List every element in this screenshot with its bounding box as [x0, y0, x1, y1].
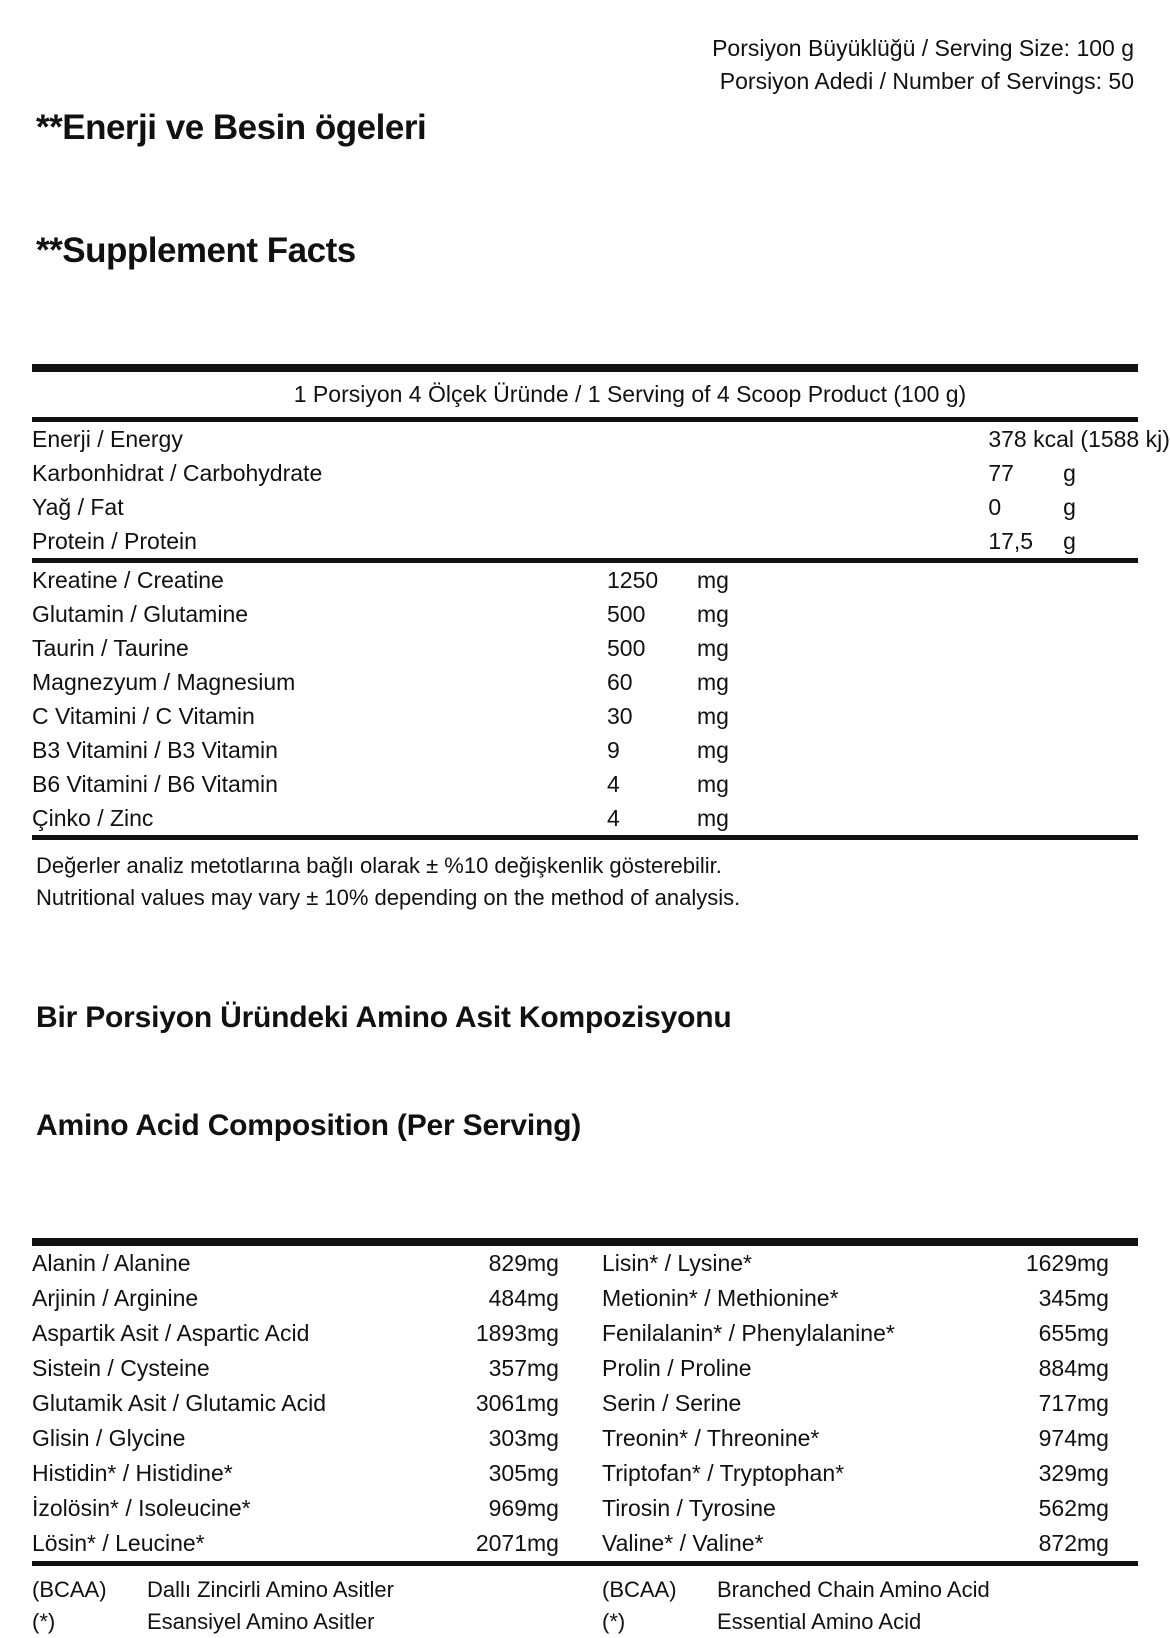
nutrient-unit: g [1063, 493, 1076, 520]
amino-unit-right: mg [1077, 1425, 1109, 1452]
amino-value-right: 562 [1038, 1495, 1077, 1522]
amino-value-left: 3061 [475, 1390, 527, 1417]
nutrient-name: Kreatine / Creatine [32, 566, 224, 593]
amino-value-left: 484 [488, 1285, 527, 1312]
table-row [32, 1491, 1138, 1526]
nutrient-unit: mg [697, 702, 729, 729]
nutrient-unit: g [1063, 459, 1076, 486]
amino-value-left: 357 [488, 1355, 527, 1382]
amino-name-right: Prolin / Proline [602, 1355, 752, 1382]
nutrient-value: 4 [607, 804, 620, 831]
panel-header [32, 24, 1138, 354]
footnote-key-tr: (BCAA) [32, 1577, 107, 1603]
amino-value-right: 1629 [1025, 1250, 1077, 1277]
nutrient-value: 500 [607, 634, 646, 661]
table-row [32, 1281, 1138, 1316]
table-row [32, 1316, 1138, 1351]
amino-name-left: Aspartik Asit / Aspartic Acid [32, 1320, 310, 1347]
table-row [32, 597, 1138, 631]
amino-value-left: 829 [488, 1250, 527, 1277]
amino-name-left: Arjinin / Arginine [32, 1285, 199, 1312]
micros-table [32, 563, 1138, 835]
nutrient-name: Çinko / Zinc [32, 804, 154, 831]
amino-name-left: Glisin / Glycine [32, 1425, 186, 1452]
divider-top [32, 364, 1138, 372]
table-row [32, 1246, 1138, 1281]
nutrient-value: 4 [607, 770, 620, 797]
table-row [32, 490, 1138, 524]
table-row [32, 1606, 1138, 1638]
amino-unit-right: mg [1077, 1495, 1109, 1522]
nutrient-unit: g [1063, 527, 1076, 554]
amino-section-heading [32, 918, 1138, 1228]
disclaimer-en: Nutritional values may vary ± 10% depending on the method of analysis. [36, 885, 741, 911]
table-row [32, 733, 1138, 767]
nutrient-name: B3 Vitamini / B3 Vitamin [32, 736, 278, 763]
footnotes-table [32, 1574, 1138, 1638]
amino-value-right: 329 [1038, 1460, 1077, 1487]
table-row [32, 767, 1138, 801]
amino-name-left: Glutamik Asit / Glutamic Acid [32, 1390, 326, 1417]
amino-value-right: 872 [1038, 1530, 1077, 1557]
table-row [32, 524, 1138, 558]
amino-name-left: İzolösin* / Isoleucine* [32, 1495, 251, 1522]
nutrient-value: 500 [607, 600, 646, 627]
nutrient-unit: mg [697, 600, 729, 627]
amino-name-right: Metionin* / Methionine* [602, 1285, 839, 1312]
footnote-text-tr: Esansiyel Amino Asitler [147, 1609, 375, 1635]
amino-name-left: Histidin* / Histidine* [32, 1460, 233, 1487]
nutrient-value: 17,5 [988, 527, 1034, 554]
amino-heading-tr: Bir Porsiyon Üründeki Amino Asit Kompozisyonu [36, 1001, 732, 1035]
footnote-key-en: (*) [602, 1609, 626, 1635]
table-row [32, 699, 1138, 733]
nutrient-value: 60 [607, 668, 633, 695]
amino-unit-left: mg [527, 1320, 559, 1347]
amino-value-left: 303 [488, 1425, 527, 1452]
table-row [32, 631, 1138, 665]
amino-unit-right: mg [1077, 1460, 1109, 1487]
amino-unit-right: mg [1077, 1320, 1109, 1347]
amino-unit-left: mg [527, 1355, 559, 1382]
footnote-text-en: Essential Amino Acid [717, 1609, 922, 1635]
nutrient-unit: mg [697, 770, 729, 797]
amino-acid-table [32, 1246, 1138, 1561]
nutrient-unit: mg [697, 566, 729, 593]
amino-value-right: 655 [1038, 1320, 1077, 1347]
disclaimer-tr: Değerler analiz metotlarına bağlı olarak ± %10 değişkenlik gösterebilir. [36, 853, 722, 879]
table-row [32, 665, 1138, 699]
amino-name-left: Lösin* / Leucine* [32, 1530, 205, 1557]
amino-name-right: Tirosin / Tyrosine [602, 1495, 776, 1522]
nutrient-name: Karbonhidrat / Carbohydrate [32, 459, 323, 486]
amino-unit-right: mg [1077, 1355, 1109, 1382]
table-row [32, 1386, 1138, 1421]
nutrient-name: Yağ / Fat [32, 493, 124, 520]
amino-unit-right: mg [1077, 1530, 1109, 1557]
nutrient-unit: mg [697, 804, 729, 831]
nutrient-value: 30 [607, 702, 633, 729]
nutrient-value: 9 [607, 736, 620, 763]
amino-value-right: 884 [1038, 1355, 1077, 1382]
panel-title [36, 24, 426, 354]
panel-title-tr: **Enerji ve Besin ögeleri [36, 107, 427, 147]
divider-amino-bottom [32, 1561, 1138, 1566]
macros-table [32, 422, 1170, 558]
amino-value-left: 2071 [475, 1530, 527, 1557]
amino-unit-left: mg [527, 1495, 559, 1522]
amino-name-right: Valine* / Valine* [602, 1530, 764, 1557]
amino-value-left: 969 [488, 1495, 527, 1522]
amino-unit-left: mg [527, 1530, 559, 1557]
nutrient-name: Enerji / Energy [32, 425, 183, 452]
amino-name-right: Serin / Serine [602, 1390, 742, 1417]
table-row [32, 801, 1138, 835]
amino-unit-left: mg [527, 1460, 559, 1487]
amino-unit-left: mg [527, 1250, 559, 1277]
amino-heading-en: Amino Acid Composition (Per Serving) [36, 1109, 582, 1143]
serving-size: Porsiyon Büyüklüğü / Serving Size: 100 g [712, 35, 1134, 61]
panel-title-en: **Supplement Facts [36, 231, 356, 271]
serving-info [712, 24, 1134, 99]
servings-count: Porsiyon Adedi / Number of Servings: 50 [719, 68, 1134, 95]
nutrient-name: Protein / Protein [32, 527, 197, 554]
amino-value-right: 345 [1038, 1285, 1077, 1312]
amino-unit-left: mg [527, 1285, 559, 1312]
table-row [32, 563, 1138, 597]
nutrient-value: 77 [988, 459, 1014, 486]
amino-value-left: 305 [488, 1460, 527, 1487]
amino-value-left: 1893 [475, 1320, 527, 1347]
amino-value-right: 717 [1038, 1390, 1077, 1417]
nutrient-name: Glutamin / Glutamine [32, 600, 249, 627]
nutrient-name: B6 Vitamini / B6 Vitamin [32, 770, 278, 797]
amino-name-right: Fenilalanin* / Phenylalanine* [602, 1320, 895, 1347]
divider-amino-top [32, 1238, 1138, 1246]
nutrient-unit: mg [697, 634, 729, 661]
nutrient-unit: mg [697, 736, 729, 763]
table-row [32, 422, 1138, 456]
analysis-disclaimer [32, 840, 1138, 918]
table-row [32, 1456, 1138, 1491]
nutrient-name: Magnezyum / Magnesium [32, 668, 296, 695]
amino-name-left: Alanin / Alanine [32, 1250, 191, 1277]
footnote-text-en: Branched Chain Amino Acid [717, 1577, 990, 1603]
amino-unit-right: mg [1077, 1285, 1109, 1312]
nutrient-name: Taurin / Taurine [32, 634, 189, 661]
amino-value-right: 974 [1038, 1425, 1077, 1452]
nutrient-unit: mg [697, 668, 729, 695]
amino-name-left: Sistein / Cysteine [32, 1355, 210, 1382]
nutrient-value: 378 kcal (1588 kj) [988, 425, 1170, 452]
table-row [32, 1421, 1138, 1456]
nutrient-value: 0 [988, 493, 1002, 520]
amino-unit-left: mg [527, 1425, 559, 1452]
footnote-key-en: (BCAA) [602, 1577, 677, 1603]
amino-unit-right: mg [1077, 1390, 1109, 1417]
table-row [32, 1526, 1138, 1561]
amino-name-right: Treonin* / Threonine* [602, 1425, 820, 1452]
footnote-text-tr: Dallı Zincirli Amino Asitler [147, 1577, 394, 1603]
table-row [32, 456, 1138, 490]
nutrient-value: 1250 [607, 566, 659, 593]
nutrient-name: C Vitamini / C Vitamin [32, 702, 255, 729]
serving-caption: 1 Porsiyon 4 Ölçek Üründe / 1 Serving of 4 Scoop Product (100 g) [293, 381, 967, 408]
amino-unit-right: mg [1077, 1250, 1109, 1277]
table-row [32, 1351, 1138, 1386]
footnote-key-tr: (*) [32, 1609, 56, 1635]
table-row [32, 1574, 1138, 1606]
amino-name-right: Triptofan* / Tryptophan* [602, 1460, 845, 1487]
amino-name-right: Lisin* / Lysine* [602, 1250, 753, 1277]
amino-unit-left: mg [527, 1390, 559, 1417]
